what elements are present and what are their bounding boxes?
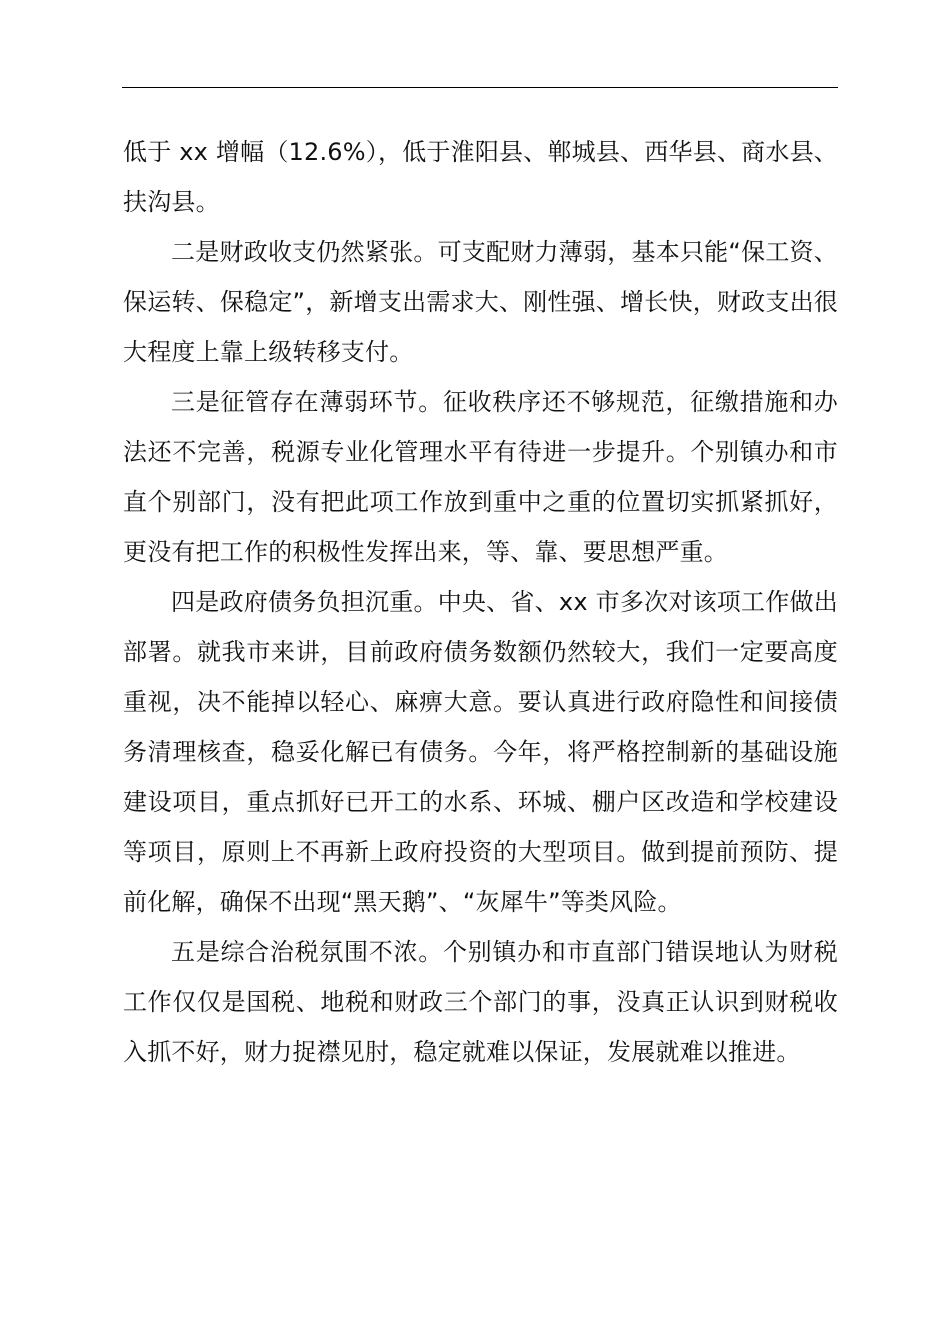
paragraph-tax-atmosphere: 五是综合治税氛围不浓。个别镇办和市直部门错误地认为财税工作仅仅是国税、地税和财政三个部门的事，没真正认识到财税收入抓不好，财力捉襟见肘，稳定就难以保证，发展就难以推进。 [123,938,838,1066]
paragraph-fiscal-tension: 二是财政收支仍然紧张。可支配财力薄弱，基本只能“保工资、保运转、保稳定”，新增支出需求大、刚性强、增长快，财政支出很大程度上靠上级转移支付。 [123,238,838,366]
document-body [123,127,838,1077]
paragraph-continuation: 低于 xx 增幅（12.6%），低于淮阳县、郸城县、西华县、商水县、扶沟县。 [123,138,838,216]
header-rule [122,87,838,88]
paragraph-collection-weakness: 三是征管存在薄弱环节。征收秩序还不够规范，征缴措施和办法还不完善，税源专业化管理水平有待进一步提升。个别镇办和市直个别部门，没有把此项工作放到重中之重的位置切实抓紧抓好，更没有把工作的积极性发挥出来，等、靠、要思想严重。 [123,388,838,566]
paragraph-government-debt: 四是政府债务负担沉重。中央、省、xx 市多次对该项工作做出部署。就我市来讲，目前政府债务数额仍然较大，我们一定要高度重视，决不能掉以轻心、麻痹大意。要认真进行政府隐性和间接债务清理核查，稳妥化解已有债务。今年，将严格控制新的基础设施建设项目，重点抓好已开工的水系、环城、棚户区改造和学校建设等项目，原则上不再新上政府投资的大型项目。做到提前预防、提前化解，确保不出现“黑天鹅”、“灰犀牛”等类风险。 [123,588,838,916]
